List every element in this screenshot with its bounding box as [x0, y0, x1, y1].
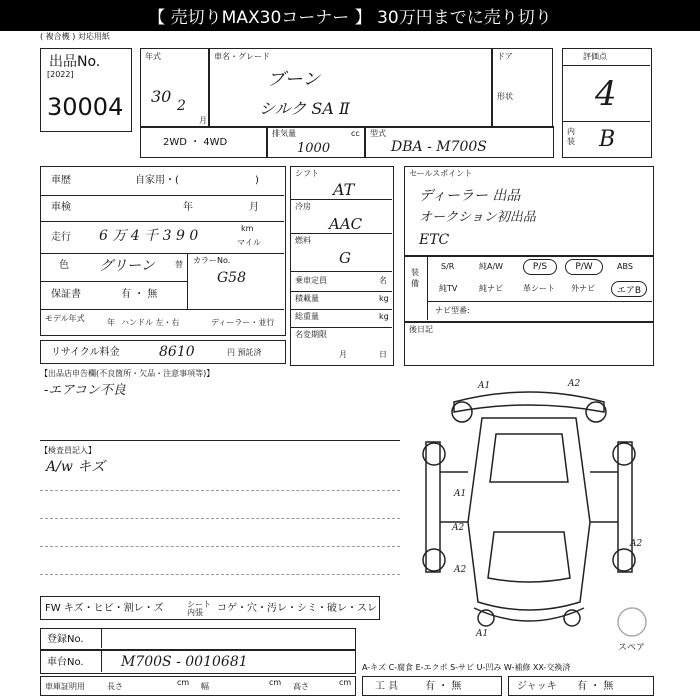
- equip-alloy: 純A/W: [479, 262, 504, 271]
- exhibit-year: [2022]: [47, 70, 74, 79]
- score-divider: [563, 65, 650, 66]
- ac-label: 冷房: [295, 202, 311, 211]
- color-code-divider: [187, 253, 188, 309]
- damage-mark-1: A1: [478, 381, 491, 391]
- car-name-box: [208, 48, 493, 128]
- model-value: DBA - M700S: [391, 139, 487, 155]
- tools-label: 工 具: [375, 681, 399, 692]
- history-close: ): [255, 175, 259, 186]
- damage-mark-5: A2: [630, 539, 643, 549]
- door-label: ドア: [497, 52, 513, 61]
- fuel-value: G: [339, 249, 351, 267]
- damage-mark-6: A2: [454, 565, 467, 575]
- registration-label: 登録No.: [47, 634, 84, 645]
- cert-length: 長さ: [107, 682, 123, 691]
- inspector-rule-3: [40, 546, 400, 547]
- fuel-label: 燃料: [295, 236, 311, 245]
- year-value: 30: [151, 87, 172, 106]
- handle-value: ハンドル 左・右: [121, 318, 180, 327]
- row-line-2: [41, 221, 284, 222]
- drive-options: 2WD ・ 4WD: [163, 137, 228, 148]
- car-damage-diagram: [404, 372, 654, 660]
- seller-notes-value: -エアコン不良: [44, 383, 126, 398]
- registration-box: [40, 628, 356, 650]
- after-entry-box: [404, 322, 654, 366]
- spec-line-4: [291, 291, 392, 292]
- shape-label: 形状: [497, 92, 513, 101]
- equip-pw-label: P/W: [575, 262, 593, 272]
- load-unit: kg: [379, 294, 389, 303]
- equip-abs: ABS: [617, 262, 633, 271]
- row-line-4: [41, 281, 187, 282]
- shift-value: AT: [333, 180, 355, 199]
- chassis-box: [40, 650, 356, 674]
- year-box: [140, 48, 210, 128]
- equip-sr: S/R: [441, 262, 455, 271]
- spec-line-1: [291, 199, 392, 200]
- jack-value: 有 ・ 無: [577, 681, 614, 692]
- name-change-month: 月: [339, 350, 347, 359]
- name-change-label: 名変期限: [295, 330, 327, 339]
- color-value: グリーン: [99, 258, 155, 274]
- recycle-label: リサイクル料金: [51, 347, 120, 358]
- sales-label: セールスポイント: [409, 169, 473, 178]
- score-divider-2: [563, 121, 650, 122]
- chassis-value: M700S - 0010681: [121, 654, 248, 670]
- equip-ps-label: P/S: [532, 262, 548, 272]
- inspector-rule-1: [40, 490, 400, 491]
- color-code-label: カラーNo.: [193, 256, 231, 265]
- damage-mark-4: A2: [452, 523, 465, 533]
- score-box: [562, 48, 652, 158]
- car-name: ブーン: [267, 69, 321, 90]
- year-month: 2: [177, 98, 186, 114]
- navi-divider: [427, 301, 652, 302]
- inspector-rule-4: [40, 574, 400, 575]
- interior-value: B: [599, 127, 616, 152]
- equipment-box: [404, 256, 654, 322]
- model-change-year: 年: [107, 318, 115, 327]
- year-unit: 月: [199, 116, 207, 125]
- exhibit-label: 出品No.: [49, 54, 101, 70]
- displacement-box: [266, 126, 366, 158]
- drive-box: [140, 126, 268, 158]
- weight-label: 総重量: [295, 312, 319, 321]
- row-line-1: [41, 195, 284, 196]
- equip-divider: [427, 257, 428, 320]
- equip-airbag-label: エアB: [616, 285, 642, 296]
- interior-label: 内装: [567, 127, 575, 146]
- header-banner: [0, 0, 700, 31]
- displacement-unit: cc: [351, 129, 360, 138]
- fw-items: FW キズ・ヒビ・割レ・ズ: [45, 603, 164, 614]
- cert-height: 高さ: [293, 682, 309, 691]
- specs-box: [290, 166, 394, 366]
- model-change-label: モデル年式: [45, 314, 85, 323]
- damage-mark-3: A1: [454, 489, 467, 499]
- cert-width: 幅: [201, 682, 209, 691]
- equip-ext-navi: 外ナビ: [571, 284, 595, 293]
- jack-label: ジャッキ: [517, 681, 557, 692]
- cert-length-unit: cm: [177, 678, 190, 687]
- tools-value: 有 ・ 無: [425, 681, 462, 692]
- ac-value: AAC: [329, 215, 363, 233]
- capacity-unit: 名: [379, 276, 387, 285]
- banner-text: 【 売切りMAX30コーナー 】 30万円までに売り切り: [148, 8, 552, 28]
- inspector-value: A/w キズ: [46, 459, 105, 475]
- inspector-label: 【検査員記入】: [40, 446, 96, 455]
- equip-pw: [565, 259, 603, 275]
- navi-model-label: ナビ型番:: [435, 306, 470, 315]
- damage-mark-2: A2: [568, 379, 581, 389]
- weight-unit: kg: [379, 312, 389, 321]
- color-code: G58: [217, 270, 246, 286]
- color-replace: 替: [175, 260, 183, 269]
- displacement-label: 排気量: [272, 129, 296, 138]
- seat-items: コゲ・穴・汚レ・シミ・破レ・スレ: [217, 603, 377, 614]
- damage-mark-7: A1: [476, 629, 489, 639]
- equip-tv: 純TV: [439, 284, 458, 293]
- score-value: 4: [595, 74, 617, 114]
- equip-airbag: [611, 281, 647, 297]
- car-grade: シルク SA Ⅱ: [259, 99, 350, 118]
- name-change-day: 日: [379, 350, 387, 359]
- tools-box: [362, 676, 502, 696]
- inspector-rule-2: [40, 518, 400, 519]
- recycle-unit: 円 預託済: [227, 348, 262, 357]
- sales-line-3: ETC: [419, 232, 450, 248]
- model-box: [364, 126, 554, 158]
- equip-label: 装備: [411, 268, 419, 289]
- exhibit-number: 30004: [47, 93, 124, 121]
- mileage-label: 走行: [51, 232, 71, 243]
- seller-notes-label: 【出品店申告欄(不良箇所・欠品・注意事項等)】: [40, 369, 215, 378]
- color-label: 色: [59, 260, 69, 271]
- seat-label: シート 内張: [187, 600, 211, 617]
- inspection-month: 月: [249, 202, 259, 213]
- recycle-box: [40, 340, 286, 364]
- seller-notes-rule: [40, 440, 400, 441]
- damage-legend: A-キズ C-腐食 E-エクボ S-サビ U-凹み W-補修 XX-交換済: [362, 663, 571, 672]
- fw-box: [40, 596, 380, 620]
- spec-line-3: [291, 271, 392, 272]
- displacement-value: 1000: [297, 141, 331, 156]
- row-line-5: [41, 309, 284, 310]
- row-line-3: [41, 253, 284, 254]
- equip-navi: 純ナビ: [479, 284, 503, 293]
- top-note: ( 複合機 ) 対応用紙: [40, 32, 110, 41]
- cert-height-unit: cm: [339, 678, 352, 687]
- car-name-label: 車名・グレード: [214, 52, 270, 61]
- details-box: [40, 166, 286, 336]
- cert-width-unit: cm: [269, 678, 282, 687]
- recycle-value: 8610: [159, 344, 195, 360]
- spare-label: スペア: [618, 643, 646, 653]
- door-box: [491, 48, 553, 128]
- spec-line-2: [291, 233, 392, 234]
- mileage-unit-km: km: [241, 224, 254, 233]
- garage-cert-box: [40, 676, 356, 696]
- history-label: 車歴: [51, 175, 71, 186]
- inspection-label: 車検: [51, 202, 71, 213]
- spec-line-5: [291, 309, 392, 310]
- sales-line-1: ディーラー 出品: [419, 188, 521, 204]
- warranty-label: 保証書: [51, 289, 81, 300]
- chassis-divider: [101, 651, 102, 672]
- exhibit-box: [40, 48, 132, 132]
- shift-label: シフト: [295, 169, 319, 178]
- capacity-label: 乗車定員: [295, 276, 327, 285]
- year-label: 年式: [145, 52, 161, 61]
- equip-ps: [523, 259, 557, 275]
- score-label: 評価点: [583, 52, 607, 61]
- sales-line-2: オークション初出品: [419, 210, 536, 225]
- cert-label: 車庫証明用: [45, 682, 85, 691]
- history-value: 自家用・(: [135, 175, 179, 186]
- inspection-year: 年: [183, 202, 193, 213]
- warranty-value: 有 ・ 無: [121, 289, 158, 300]
- model-label: 型式: [370, 129, 386, 138]
- spec-line-6: [291, 327, 392, 328]
- equip-leather: 革シート: [523, 284, 555, 293]
- load-label: 積載量: [295, 294, 319, 303]
- chassis-label: 車台No.: [47, 657, 84, 668]
- sales-box: [404, 166, 654, 256]
- mileage-unit-mile: マイル: [237, 238, 261, 247]
- after-entry-label: 後日記: [409, 325, 433, 334]
- registration-divider: [101, 629, 102, 648]
- jack-box: [508, 676, 654, 696]
- dealer-value: ディーラー・並行: [211, 318, 275, 327]
- mileage-value: 6 万 4 千 3 9 0: [99, 228, 199, 244]
